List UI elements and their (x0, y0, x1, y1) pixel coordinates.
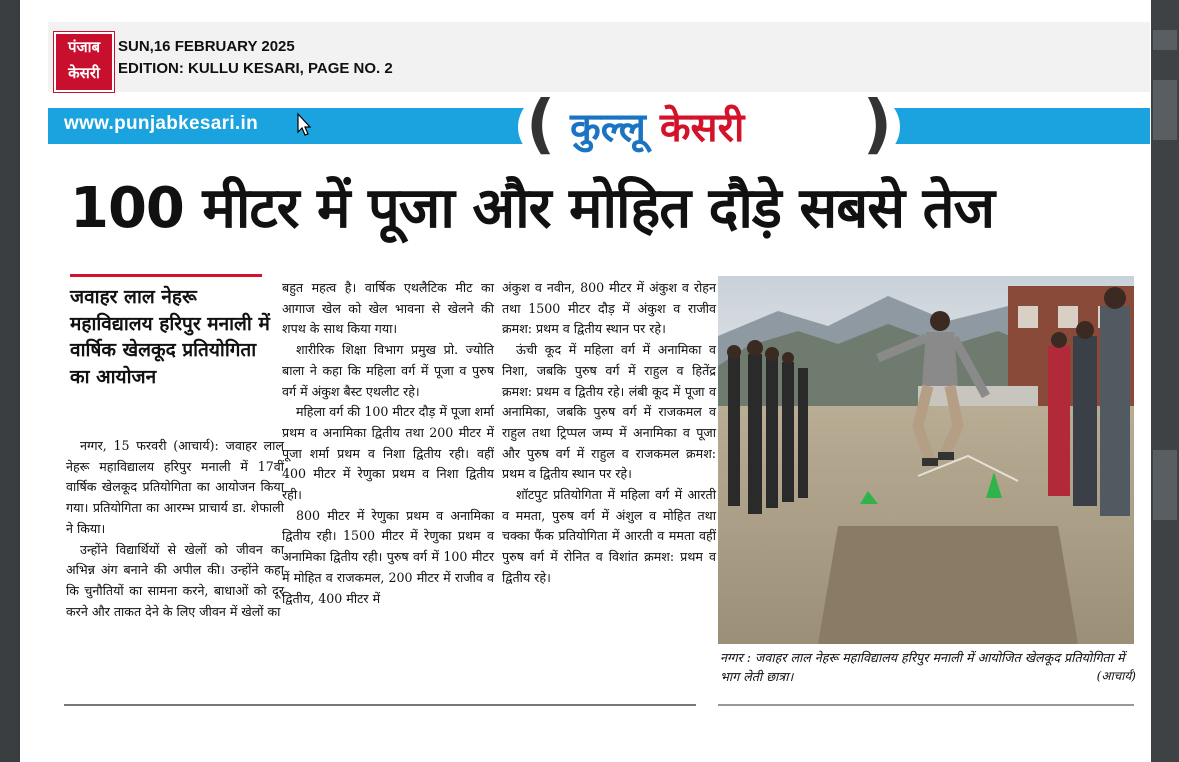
masthead-paren-right: ) (862, 88, 892, 162)
image-viewer (20, 0, 1151, 762)
site-url[interactable]: www.punjabkesari.in (64, 113, 258, 134)
paragraph: शारीरिक शिक्षा विभाग प्रमुख प्रो. ज्योति बाला ने कहा कि महिला वर्ग में पूजा व पुरुष वर्ग में अंकुश बैस्ट एथलीट रहे। (282, 342, 494, 399)
article-column-2 (282, 278, 494, 609)
long-jump-photo (718, 276, 1134, 644)
bottom-divider-right (718, 704, 1134, 706)
masthead-title: कुल्लू केसरी (570, 105, 745, 151)
paragraph: नग्गर, 15 फरवरी (आचार्य): जवाहर लाल नेहरू महाविद्यालय हरिपुर मनाली में 17वीं वार्षिक खेलकूद प्रतियोगिता का आयोजन किया गया। प्रतियोगिता का आरम्भ प्राचार्य डा. शेफाली ने किया। (66, 438, 284, 536)
masthead-paren-left: ( (526, 88, 556, 162)
edition-date: SUN,16 FEBRUARY 2025 (118, 38, 295, 55)
paragraph: महिला वर्ग की 100 मीटर दौड़ में पूजा शर्मा प्रथम व अनामिका द्वितीय तथा 200 मीटर में पूजा शर्मा प्रथम व निशा द्वितीय रही। वहीं 400 मीटर में रेणुका प्रथम व निशा द्वितीय रही। (282, 404, 494, 503)
paragraph: बहुत महत्व है। वार्षिक एथलैटिक मीट का आगाज खेल को खेल भावना से खेलने की शपथ के साथ किया गया। (282, 280, 494, 337)
edition-info (118, 36, 393, 80)
paragraph: अंकुश व नवीन, 800 मीटर में अंकुश व रोहन तथा 1500 मीटर दौड़ में अंकुश व राजीव क्रमश: प्रथम व द्वितीय स्थान पर रहे। (502, 280, 716, 337)
article-column-1 (66, 436, 284, 622)
photo-illustration (718, 276, 1134, 644)
photo-caption (720, 648, 1136, 686)
masthead (518, 88, 900, 162)
bottom-divider (64, 704, 696, 706)
article-subhead: जवाहर लाल नेहरू महाविद्यालय हरिपुर मनाली में वार्षिक खेलकूद प्रतियोगिता का आयोजन (70, 286, 270, 388)
mouse-pointer-icon (296, 112, 312, 136)
article-headline: 100 मीटर में पूजा और मोहित दौड़े सबसे तेज (70, 176, 995, 241)
article-column-3 (502, 278, 716, 589)
punjab-kesari-logo: पंजाब केसरी (54, 32, 114, 92)
edition-name: EDITION: KULLU KESARI, PAGE NO. 2 (118, 60, 393, 77)
newspaper-clipping (48, 22, 1150, 712)
background-edge-left (0, 0, 20, 762)
paragraph: ऊंची कूद में महिला वर्ग में अनामिका व निशा, जबकि पुरुष वर्ग में राहुल व हितेंद्र क्रमश: प्रथम व द्वितीय रहे। लंबी कूद में पूजा व अनामिका, जबकि पुरुष वर्ग में राजकमल व राहुल तथा ट्रिप्पल जम्प में अनामिका व पूजा और पुरुष वर्ग में राहुल व राजकमल क्रमश: प्रथम व द्वितीय स्थान पर रहे। (502, 342, 716, 482)
caption-text: नग्गर : जवाहर लाल नेहरू महाविद्यालय हरिपुर मनाली में आयोजित खेलकूद प्रतियोगिता में भाग लेती छात्रा। (720, 650, 1125, 684)
paragraph: शॉटपुट प्रतियोगिता में महिला वर्ग में आरती व ममता, पुरुष वर्ग में अंशुल व मोहित तथा चक्का फैंक प्रतियोगिता में आरती व ममता वहीं पुरुष वर्ग में रोनित व विशांत क्रमश: प्रथम व द्वितीय रहे। (502, 487, 716, 585)
paragraph: 800 मीटर में रेणुका प्रथम व अनामिका द्वितीय रही। 1500 मीटर में रेणुका प्रथम व अनामिका द्वितीय रही। पुरुष वर्ग में 100 मीटर में मोहित व राजकमल, 200 मीटर में राजीव व द्वितीय, 400 मीटर में (282, 507, 494, 606)
background-edge-right (1151, 0, 1179, 762)
edition-header (48, 22, 1150, 92)
paragraph: उन्होंने विद्यार्थियों से खेलों को जीवन का अभिन्न अंग बनाने की अपील की। उन्होंने कहा कि चुनौतियों का सामना करने, बाधाओं को दूर करने और ताकत देने के लिए जीवन में खेलों का (66, 541, 284, 619)
subhead-divider (70, 274, 262, 277)
photo-credit: (आचार्य) (1096, 669, 1136, 683)
